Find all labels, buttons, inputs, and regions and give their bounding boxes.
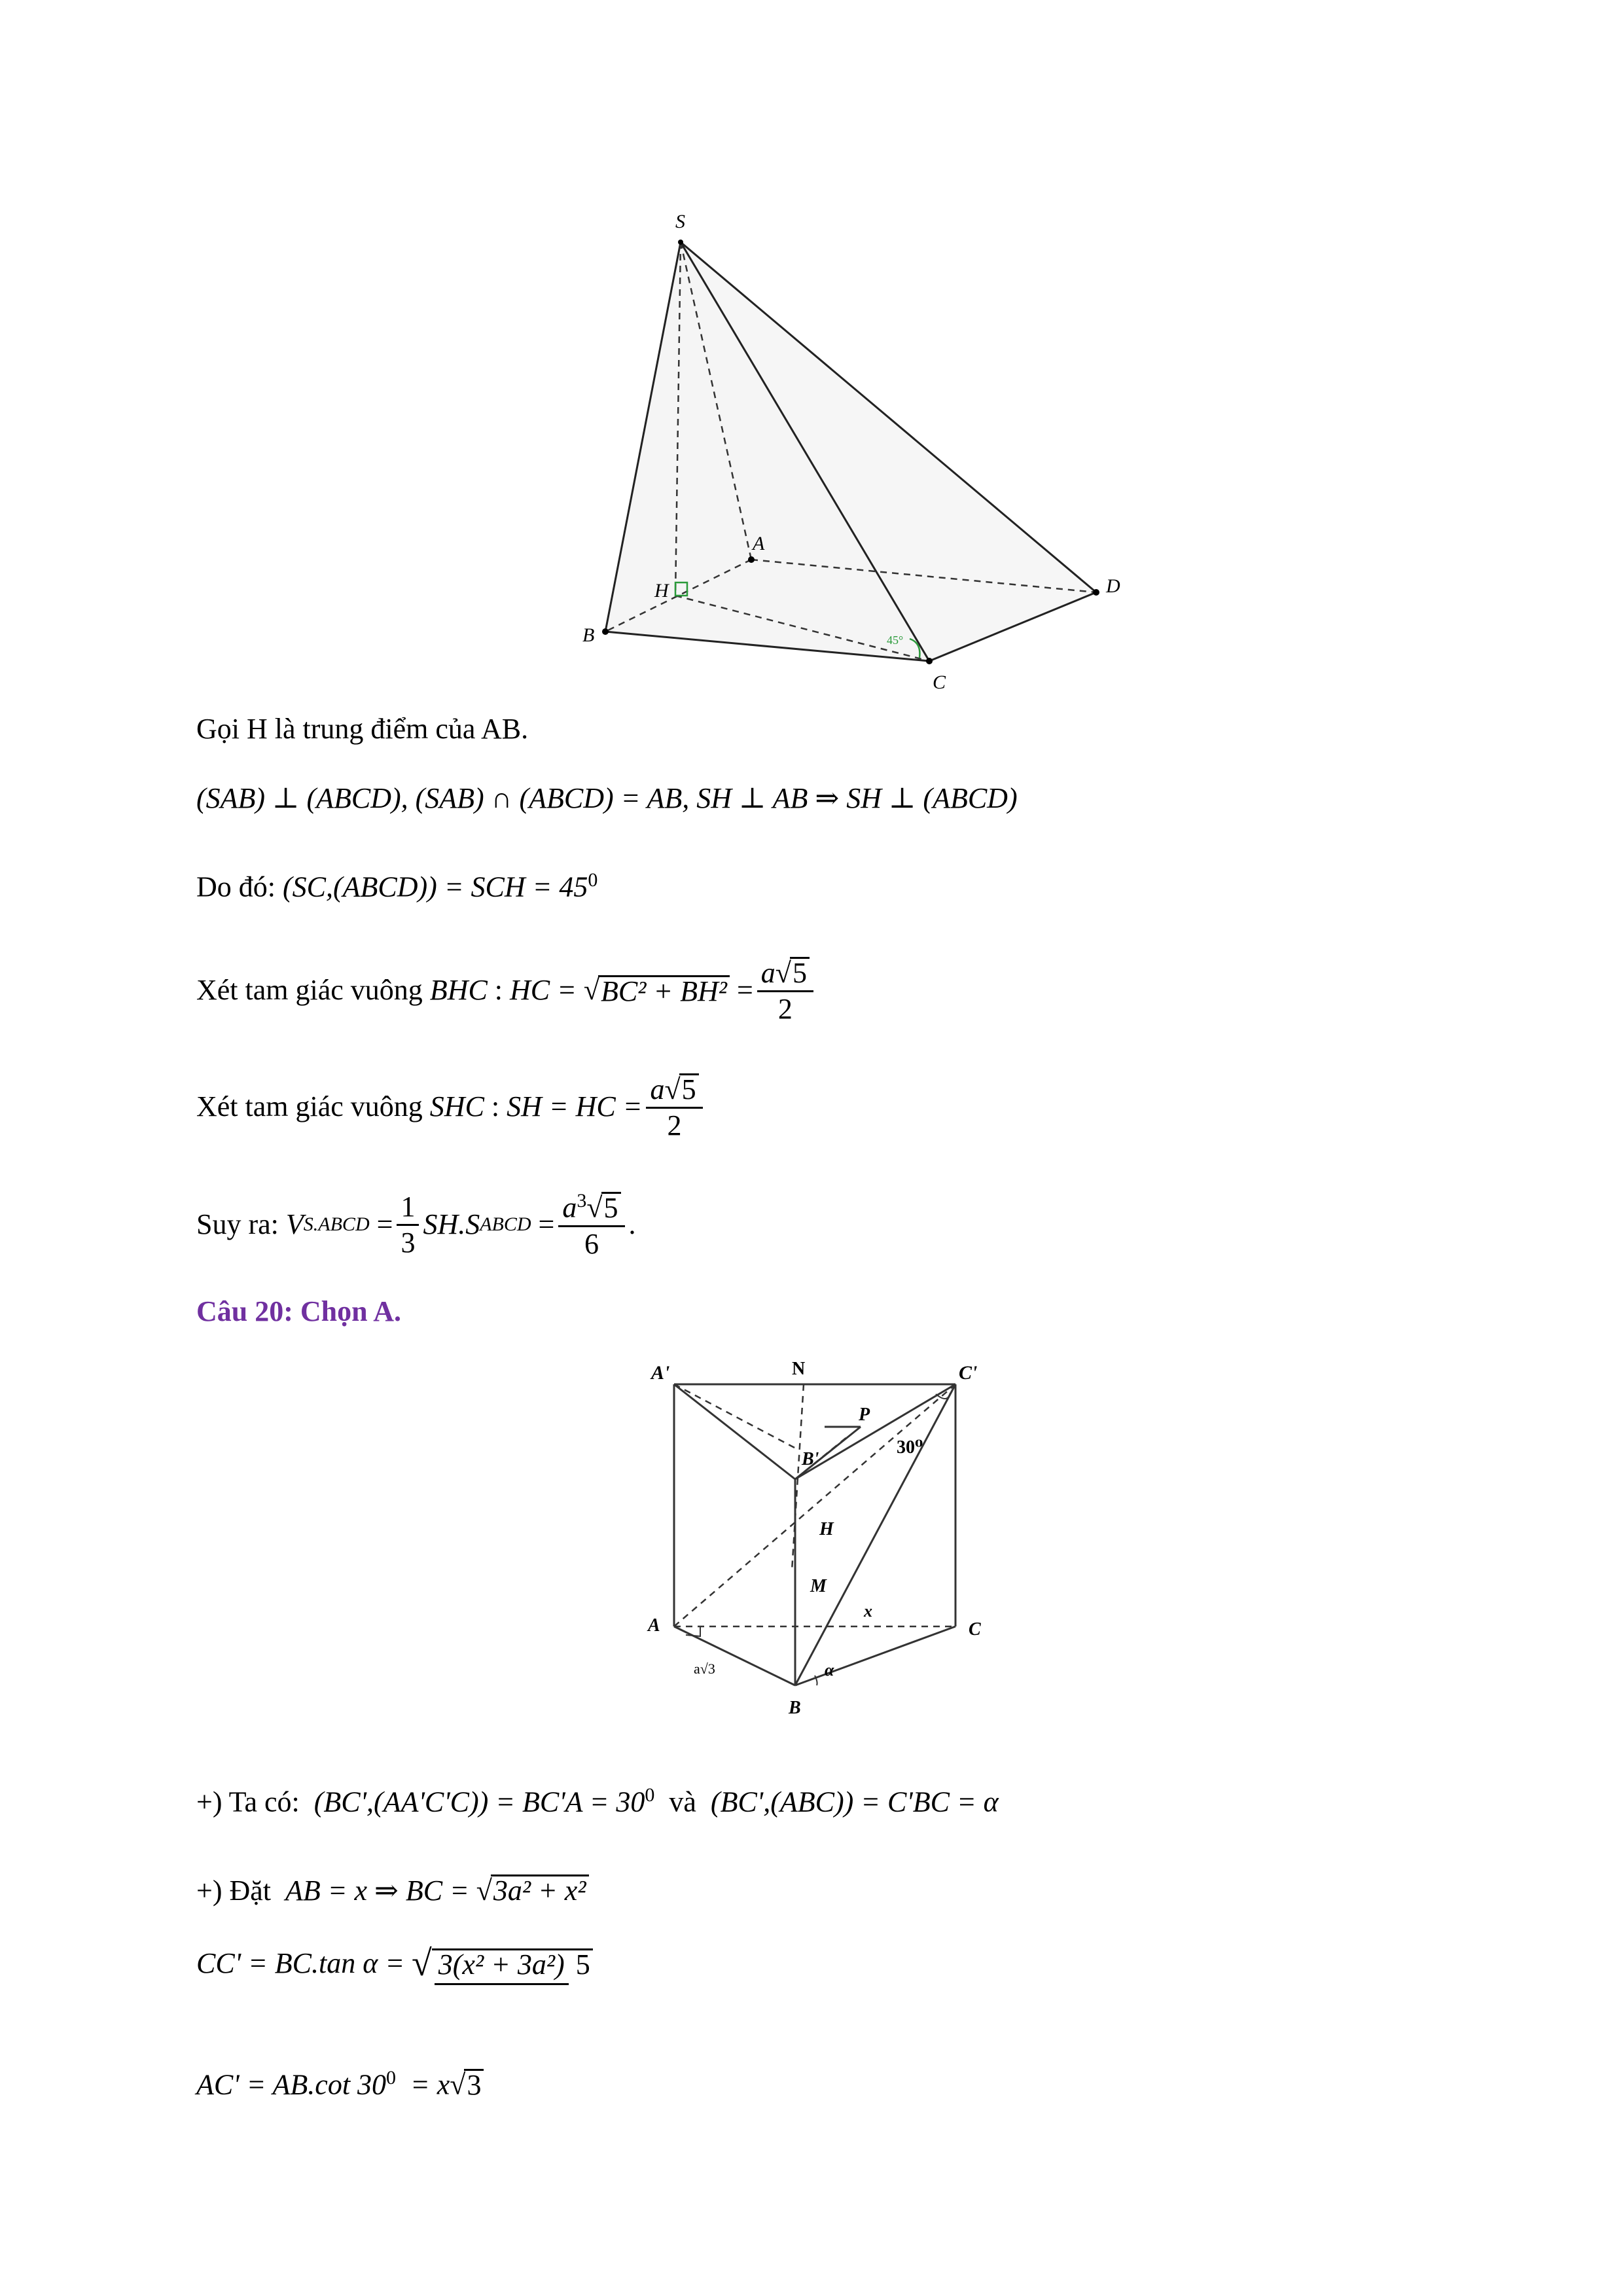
line-volume-frac2: $\frac{a^3√5}{6}$ (558, 1191, 624, 1259)
line-hc-radicand: BC² + BH² (598, 975, 730, 1006)
line-angle-prefix: Do đó: (196, 870, 276, 903)
label-a3: a√3 (694, 1660, 715, 1677)
line-dat-prefix: +) Đặt (196, 1874, 271, 1907)
label-30: 30⁰ (897, 1437, 923, 1458)
label-h: H (654, 580, 669, 601)
line-ta-co-expr1: (BC',(AA'C'C)) = BC'A = 30 (313, 1785, 645, 1818)
label-p: P (859, 1405, 870, 1425)
pyramid-figure (563, 196, 1139, 707)
line-hc: Xét tam giác vuông BHC : HC = √ BC² + BH² = $\frac{a√5}{2}$ (196, 957, 817, 1024)
line-sh-expr: SH = HC = (507, 1090, 643, 1122)
label-d: D (1106, 575, 1120, 597)
label-alpha: α (825, 1660, 834, 1679)
line-hc-lhs: HC = (510, 974, 577, 1006)
line-acp-expr: AC' = AB.cot 30 (196, 2068, 387, 2101)
label-s: S (675, 211, 685, 232)
question-heading: Câu 20: Chọn A. (196, 1295, 401, 1327)
line-hc-prefix: Xét tam giác vuông (196, 974, 423, 1006)
label-n: N (792, 1359, 806, 1379)
point-b (602, 628, 609, 635)
line-ccp-fraction: 3(x² + 3a²) 5 (432, 1948, 593, 1979)
edge-bp-cp (795, 1384, 955, 1479)
label-angle-45: 45° (887, 634, 904, 647)
line-ta-co-va: và (669, 1785, 696, 1818)
point-s (678, 240, 683, 245)
label-c: C (933, 672, 946, 693)
label-m: M (810, 1576, 827, 1596)
label-x: x (864, 1602, 872, 1621)
line-sh-fraction: $\frac{a√5}{2}$ (646, 1073, 702, 1140)
line-hc-fraction: $\frac{a√5}{2}$ (757, 957, 813, 1024)
edge-ap-bp (674, 1384, 795, 1479)
label-ap: A' (651, 1362, 670, 1384)
label-a: A (753, 533, 765, 554)
line-volume-prefix: Suy ra: (196, 1208, 279, 1241)
line-volume-frac1: $\frac{1}{3}$ (397, 1193, 419, 1257)
line-midpoint: Gọi H là trung điểm của AB. (196, 713, 529, 745)
line-angle (196, 870, 597, 902)
line-volume: Suy ra: V S.ABCD = $\frac{1}{3}$ SH.S ABCD = $\frac{a^3√5}{6}$ . (196, 1190, 636, 1260)
line-hc-triangle: BHC (429, 974, 488, 1006)
label-c: C (969, 1619, 981, 1640)
label-h: H (819, 1519, 834, 1539)
line-ta-co: +) Ta có: $(BC',(AA'C'C)) = BC'A = 30^0$ và (BC',(ABC)) = C'BC = α (196, 1784, 999, 1818)
line-angle-expr: (SC,(ABCD)) = SCH = 45 (283, 870, 588, 903)
line-dat: +) Đặt AB = x ⇒ BC = √3a² + x² (196, 1874, 589, 1905)
line-acp: AC' = AB.cot $30^0 = x√3$ (196, 2068, 484, 2100)
line-dat-expr: AB = x ⇒ BC = (285, 1874, 469, 1907)
line-sh-triangle: SHC (429, 1090, 484, 1122)
point-d (1093, 589, 1099, 596)
prism-figure (628, 1348, 1021, 1741)
line-sh: Xét tam giác vuông SHC : SH = HC = $\frac{a√5}{2}$ (196, 1073, 707, 1140)
line-ccp-lhs: CC' = BC.tan α = (196, 1947, 405, 1979)
edge-ap-h (674, 1384, 798, 1450)
edge-bc (795, 1626, 955, 1685)
point-c (926, 658, 933, 664)
line-ccp: CC' = BC.tan α = √ 3(x² + 3a²) 5 (196, 1945, 597, 1982)
line-ta-co-prefix: +) Ta có: (196, 1785, 300, 1818)
label-b: B (582, 624, 595, 646)
line-angle-sup: 0 (588, 869, 598, 891)
point-a (748, 556, 755, 563)
label-cp: C' (959, 1362, 978, 1384)
line-perpendicular: (SAB) ⊥ (ABCD), (SAB) ∩ (ABCD) = AB, SH ⊥ AB ⇒ SH ⊥ (ABCD) (196, 782, 1018, 814)
label-bp: B' (802, 1449, 819, 1469)
line-ta-co-expr2: (BC',(ABC)) = C'BC = α (710, 1785, 999, 1818)
label-a: A (648, 1615, 660, 1636)
line-sh-prefix: Xét tam giác vuông (196, 1090, 423, 1122)
label-b: B (789, 1698, 801, 1718)
line-dat-radicand: 3a² + x² (491, 1874, 589, 1905)
